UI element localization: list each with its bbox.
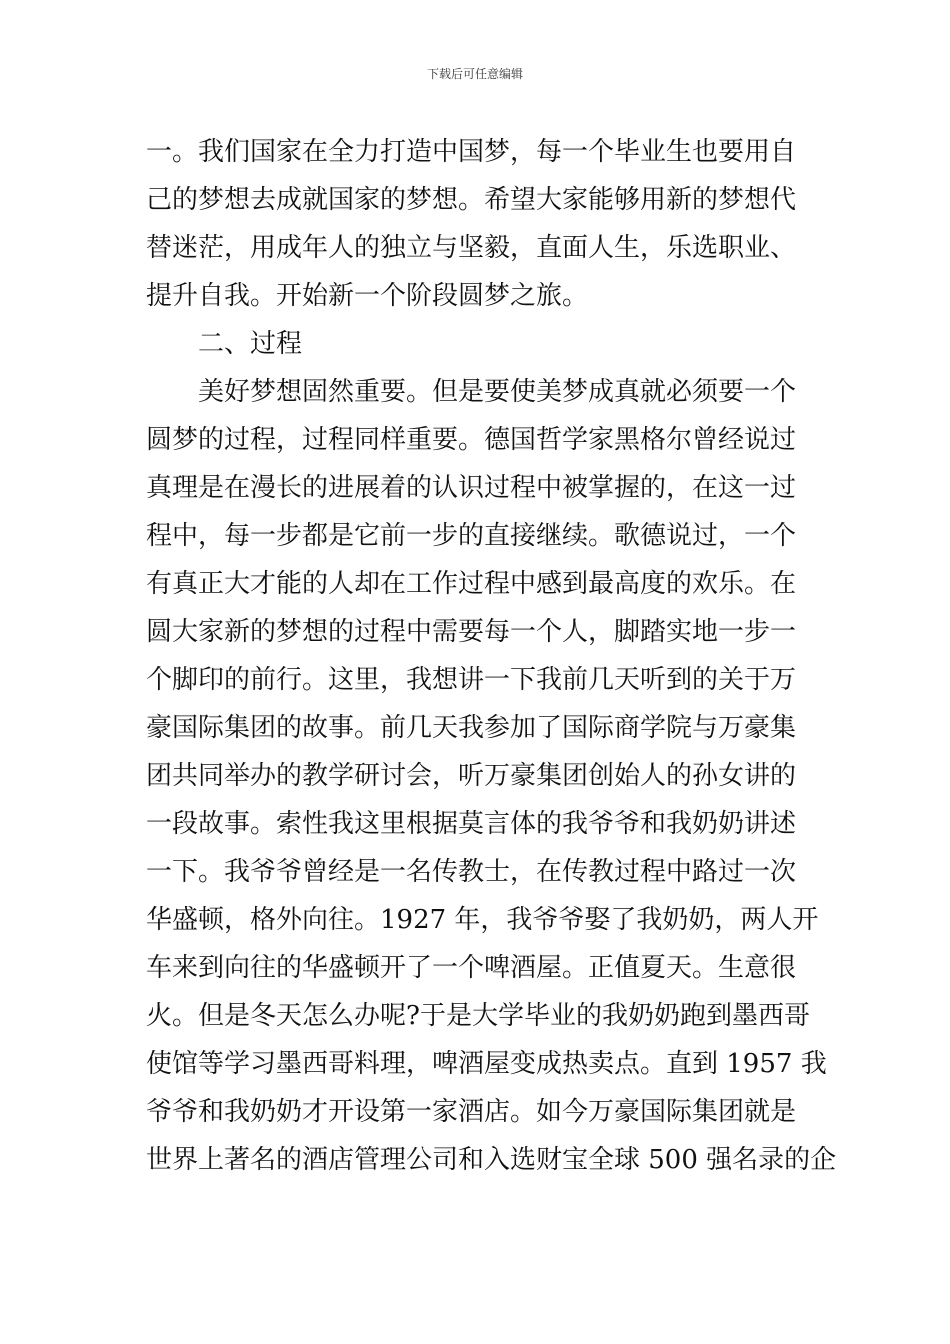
page-header: 下载后可任意编辑 xyxy=(426,67,523,81)
text-line: 真理是在漫长的进展着的认识过程中被掌握的，在这一过 xyxy=(146,473,797,503)
text-line: 华盛顿，格外向往。1927 年，我爷爷娶了我奶奶，两人开 xyxy=(146,905,819,935)
text-line: 有真正大才能的人却在工作过程中感到最高度的欢乐。在 xyxy=(146,569,797,599)
text-line: 美好梦想固然重要。但是要使美梦成真就必须要一个 xyxy=(146,377,797,407)
text-line: 提升自我。开始新一个阶段圆梦之旅。 xyxy=(146,281,589,311)
text-line: 圆梦的过程，过程同样重要。德国哲学家黑格尔曾经说过 xyxy=(146,425,797,455)
text-line: 豪国际集团的故事。前几天我参加了国际商学院与万豪集 xyxy=(146,713,797,743)
text-line: 一。我们国家在全力打造中国梦，每一个毕业生也要用自 xyxy=(146,137,797,167)
text-line: 个脚印的前行。这里，我想讲一下我前几天听到的关于万 xyxy=(146,665,797,695)
body-text xyxy=(146,128,836,1184)
text-line: 一下。我爷爷曾经是一名传教士，在传教过程中路过一次 xyxy=(146,857,797,887)
text-line: 替迷茫，用成年人的独立与坚毅，直面人生，乐选职业、 xyxy=(146,233,797,263)
text-line: 己的梦想去成就国家的梦想。希望大家能够用新的梦想代 xyxy=(146,185,797,215)
text-line: 圆大家新的梦想的过程中需要每一个人，脚踏实地一步一 xyxy=(146,617,797,647)
text-line: 程中，每一步都是它前一步的直接继续。歌德说过，一个 xyxy=(146,521,797,551)
text-line: 爷爷和我奶奶才开设第一家酒店。如今万豪国际集团就是 xyxy=(146,1097,797,1127)
text-line: 一段故事。索性我这里根据莫言体的我爷爷和我奶奶讲述 xyxy=(146,809,797,839)
text-line: 世界上著名的酒店管理公司和入选财宝全球 500 强名录的企 xyxy=(146,1145,837,1175)
text-line: 团共同举办的教学研讨会，听万豪集团创始人的孙女讲的 xyxy=(146,761,797,791)
text-line: 使馆等学习墨西哥料理，啤酒屋变成热卖点。直到 1957 我 xyxy=(146,1049,827,1079)
text-line: 火。但是冬天怎么办呢?于是大学毕业的我奶奶跑到墨西哥 xyxy=(146,1001,810,1031)
section-heading: 二、过程 xyxy=(146,329,303,359)
text-line: 车来到向往的华盛顿开了一个啤酒屋。正值夏天。生意很 xyxy=(146,953,797,983)
